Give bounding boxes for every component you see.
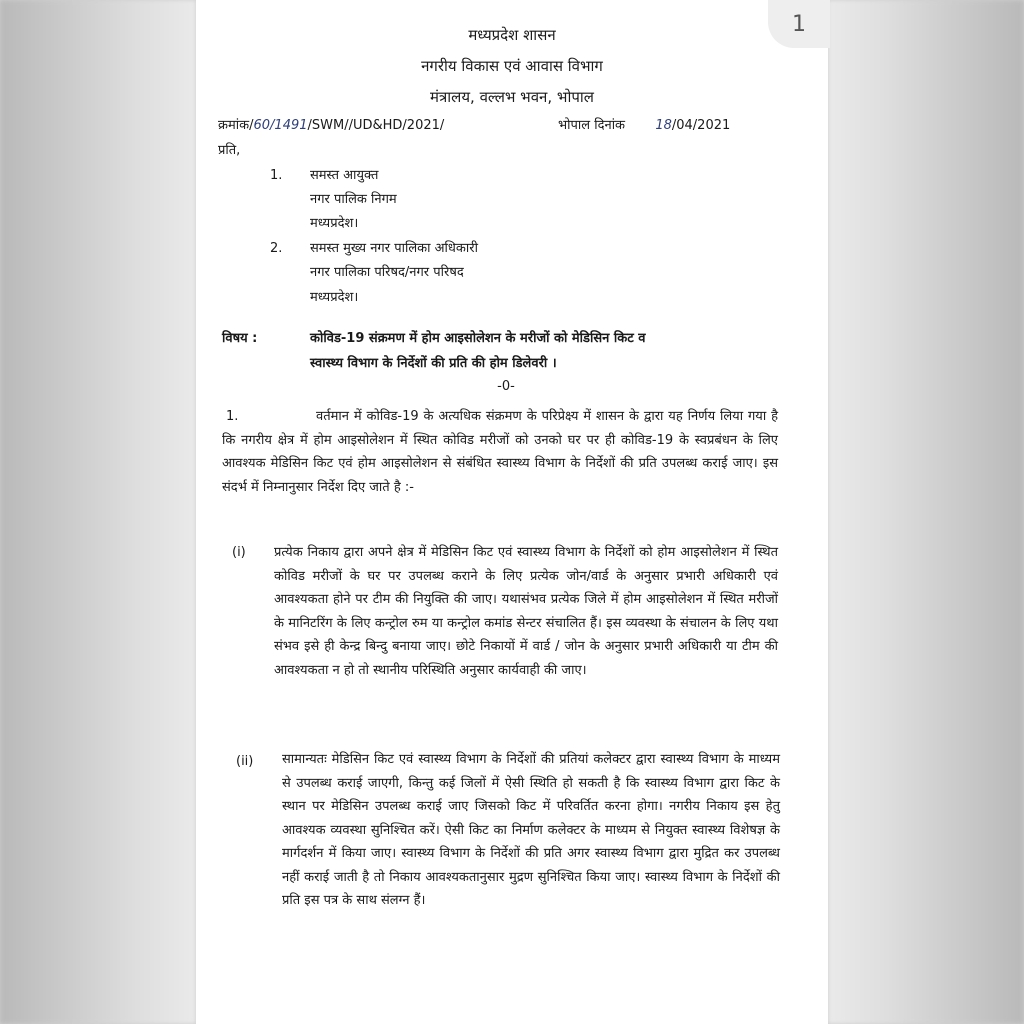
recipient-2-line-2: नगर पालिका परिषद/नगर परिषद xyxy=(310,265,464,280)
background-left xyxy=(0,0,196,1024)
recipient-2-number: 2. xyxy=(270,241,283,256)
item-ii-number: (ii) xyxy=(236,754,254,769)
recipient-2-line-3: मध्यप्रदेश। xyxy=(310,290,359,305)
subject-label: विषय : xyxy=(222,331,258,346)
subject-line-2: स्वास्थ्य विभाग के निर्देशों की प्रति की होम डिलेवरी । xyxy=(310,356,557,371)
to-label: प्रति, xyxy=(218,143,241,158)
background-right xyxy=(828,0,1024,1024)
recipient-1-number: 1. xyxy=(270,168,283,183)
ref-suffix: /SWM//UD&HD/2021/ xyxy=(307,118,445,133)
para-1-number: 1. xyxy=(226,409,239,424)
item-ii-text: सामान्यतः मेडिसिन किट एवं स्वास्थ्य विभाग के निर्देशों की प्रतियां कलेक्टर द्वारा स्वास्थ्य विभाग के माध्यम से उपलब्ध कराई जाएगी, किन्तु कई जिलों में ऐसी स्थिति हो सकती है कि स्वास्थ्य विभाग द्वारा किट के स्थान पर मेडिसिन उपलब्ध कराई जाए जिसको किट में परिवर्तित करना होगा। नगरीय निकाय इस हेतु आवश्यक व्यवस्था सुनिश्चित करें। ऐसी किट का निर्माण कलेक्टर के माध्यम से नियुक्त स्वास्थ्य विशेषज्ञ के मार्गदर्शन में किया जाए। स्वास्थ्य विभाग के निर्देशों की प्रति अगर स्वास्थ्य विभाग द्वारा मुद्रित कर उपलब्ध नहीं कराई जाती है तो निकाय आवश्यकतानुसार मुद्रण सुनिश्चित किया जाए। स्वास्थ्य विभाग के निर्देशों की प्रति इस पत्र के साथ संलग्न हैं। xyxy=(282,752,780,908)
item-i-text: प्रत्येक निकाय द्वारा अपने क्षेत्र में मेडिसिन किट एवं स्वास्थ्य विभाग के निर्देशों को होम आइसोलेशन में स्थित कोविड मरीजों के घर पर उपलब्ध कराने के लिए प्रत्येक जोन/वार्ड के अनुसार प्रभारी अधिकारी एवं आवश्यकता होने पर टीम की नियुक्ति की जाए। यथासंभव प्रत्येक जिले में होम आइसोलेशन में स्थित मरीजों के मानिटरिंग के लिए कन्ट्रोल रुम या कन्ट्रोल कमांड सेन्टर संचालित हैं। इस व्यवस्था के संचालन के लिए यथा संभव इसे ही केन्द्र बिन्दु बनाया जाए। छोटे निकायों में वार्ड / जोन के अनुसार प्रभारी अधिकारी या टीम की आवश्यकता न हो तो स्थानीय परिस्थिति अनुसार कार्यवाही की जाए। xyxy=(274,545,778,678)
item-i-number: (i) xyxy=(232,545,246,560)
ref-prefix: क्रमांक/ xyxy=(218,118,254,133)
document-page xyxy=(196,0,828,1024)
ref-date xyxy=(558,114,730,138)
separator: -0- xyxy=(497,379,515,394)
page-number-badge: 1 xyxy=(768,0,830,48)
recipient-1-line-3: मध्यप्रदेश। xyxy=(310,216,359,231)
letterhead-line-3: मंत्रालय, वल्लभ भवन, भोपाल xyxy=(430,88,594,106)
ref-handwritten-number: 60/1491 xyxy=(253,118,308,133)
para-1-text: वर्तमान में कोविड-19 के अत्यधिक संक्रमण के परिप्रेक्ष्य में शासन के द्वारा यह निर्णय लिया गया है कि नगरीय क्षेत्र में होम आइसोलेशन में स्थित कोविड मरीजों को उनको घर पर ही कोविड-19 के स्वप्रबंधन के लिए आवश्यक मेडिसिन किट एवं होम आइसोलेशन से संबंधित स्वास्थ्य विभाग के निर्देशों की प्रति उपलब्ध कराई जाए। इस संदर्भ में निम्नानुसार निर्देश दिए जाते है :- xyxy=(222,409,778,495)
date-label: भोपाल दिनांक xyxy=(558,118,626,133)
recipient-1-line-2: नगर पालिक निगम xyxy=(310,192,397,207)
recipient-1-line-1: समस्त आयुक्त xyxy=(310,168,379,183)
date-handwritten-day: 18 xyxy=(655,118,672,133)
letterhead-line-1: मध्यप्रदेश शासन xyxy=(468,26,556,44)
reference-number xyxy=(218,114,444,138)
date-suffix: /04/2021 xyxy=(671,118,731,133)
letterhead-line-2: नगरीय विकास एवं आवास विभाग xyxy=(421,57,603,75)
subject-line-1: कोविड-19 संक्रमण में होम आइसोलेशन के मरीजों को मेडिसिन किट व xyxy=(310,331,646,346)
recipient-2-line-1: समस्त मुख्य नगर पालिका अधिकारी xyxy=(310,241,478,256)
